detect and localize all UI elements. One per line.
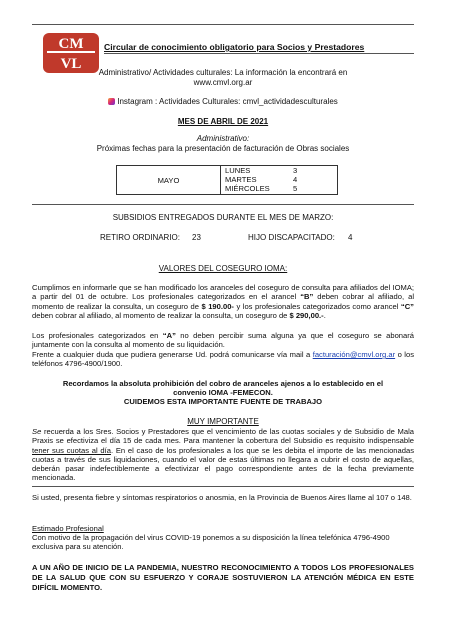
fever-notice: Si usted, presenta fiebre y síntomas respiratorios o anosmia, en la Provincia de Buenos Aires llame al 107 o 148. (32, 493, 412, 502)
cuotas-al-dia: tener sus cuotas al día (32, 445, 111, 455)
svg-text:VL: VL (60, 56, 82, 72)
reminder-line-1: Recordamos la absoluta prohibición del cobro de aranceles ajenos a lo establecido en el (62, 379, 384, 388)
instagram-text: Instagram : Actividades Culturales: cmvl_actividadesculturales (117, 97, 338, 106)
important-title: MUY IMPORTANTE (187, 417, 259, 426)
month-title: MES DE ABRIL DE 2021 (177, 117, 269, 126)
arancel-a: “A” (162, 331, 176, 340)
coseguro-paragraph-3 (32, 350, 414, 369)
coseguro-paragraph-1 (32, 283, 414, 320)
instagram-icon (108, 98, 115, 105)
text-run: . En el caso de los profesionales a los que se les debita el importe de las mencionadas cuotas a través de sus liquidaciones, cuando el valor de estas últimas no llegara a cubrir el costo de aquellas, deberán pasar indefectiblemente a efectivizar el pago correspondiente antes de la fecha previamente mencionada. (32, 445, 414, 483)
estimado-title: Estimado Profesional (32, 524, 104, 533)
estimado-text: Con motivo de la propagación del virus COVID-19 ponemos a su disposición la línea telefónica 4796-4900 exclusiva para su atención. (32, 533, 390, 552)
billing-day-number: 4 (293, 175, 298, 184)
svg-text:CM: CM (58, 36, 84, 52)
billing-day-number: 3 (293, 166, 298, 175)
arancel-b: “B” (300, 292, 314, 302)
text-run: deben cobrar al afiliado, al momento de realizar la consulta, un coseguro de (32, 292, 414, 311)
section-rule (32, 204, 414, 205)
text-run: . (323, 310, 326, 320)
circular-title: Circular de conocimiento obligatorio para Socios y Prestadores (104, 42, 365, 52)
table-divider (220, 166, 221, 194)
text-run: o los teléfonos 4796-4900/1900. (32, 350, 414, 369)
subsidies-title: SUBSIDIOS ENTREGADOS DURANTE EL MES DE MARZO: (112, 213, 334, 222)
coseguro-title: VALORES DEL COSEGURO IOMA: (158, 264, 288, 273)
instagram-line (32, 97, 414, 107)
billing-month: MAYO (157, 176, 180, 185)
retiro-label: RETIRO ORDINARIO: (100, 233, 181, 242)
billing-day: LUNES (225, 166, 251, 175)
text-run: recuerda a los Sres. Socios y Prestadores que el vencimiento de las cuotas sociales y de Subsidio de Mala Praxis se efectiviza el día 15 de cada mes. Para mantener la cobertura del Subsidio es requisito indispensable (32, 427, 414, 446)
text-run: Cumplimos en informarle que se han modificado los aranceles del coseguro de consulta para afiliados del IOMA; a partir del 01 de octubre. Los profesionales categorizados en el arancel (32, 283, 414, 302)
amount-c: $ 290,00.- (289, 310, 324, 320)
text-run: Frente a cualquier duda que pudiera generarse Ud. podrá comunicarse vía mail a (32, 350, 313, 359)
billing-day: MIÉRCOLES (225, 184, 270, 193)
retiro-value: 23 (192, 233, 201, 242)
hijo-value: 4 (348, 233, 353, 242)
important-text (32, 427, 414, 483)
info-website[interactable]: www.cmvl.org.ar (193, 78, 253, 87)
billing-day: MARTES (225, 175, 257, 184)
reminder-line-2: convenio IOMA -FEMECON. (173, 388, 273, 397)
admin-text: Próximas fechas para la presentación de facturación de Obras sociales (96, 144, 350, 153)
section-rule (32, 486, 414, 487)
text-run: Se (32, 427, 42, 436)
amount-b: $ 190.00- (201, 301, 234, 311)
reminder-line-3: CUIDEMOS ESTA IMPORTANTE FUENTE DE TRABAJO (123, 397, 323, 406)
closing-message: A UN AÑO DE INICIO DE LA PANDEMIA, NUESTRO RECONOCIMIENTO A TODOS LOS PROFESIONALES DE LA SALUD QUE CON SU ESFUERZO Y CORAJE SOSTUVIERON LA ATENCIÓN MÉDICA EN ESTE DIFÍCIL MOMENTO. (32, 563, 414, 592)
admin-label: Administrativo: (196, 134, 250, 143)
text-run: y los profesionales categorizados como arancel (233, 301, 401, 311)
text-run: no deben percibir suma alguna ya que el coseguro se abonará juntamente con la consulta al momento de su liquidación. (32, 331, 414, 350)
hijo-label: HIJO DISCAPACITADO: (248, 233, 335, 242)
arancel-c: “C” (400, 301, 414, 311)
info-line-1: Administrativo/ Actividades culturales: La información la encontrará en (98, 68, 348, 77)
billing-day-number: 5 (293, 184, 298, 193)
billing-dates-table (116, 165, 338, 195)
title-rule (104, 53, 414, 54)
coseguro-paragraph-2 (32, 331, 414, 350)
text-run: deben cobrar al afiliado, al momento de realizar la consulta, un coseguro de (32, 310, 290, 320)
top-rule (32, 24, 414, 25)
billing-email-link[interactable]: facturación@cmvl.org.ar (312, 350, 396, 359)
text-run: Los profesionales categorizados en (32, 331, 163, 340)
